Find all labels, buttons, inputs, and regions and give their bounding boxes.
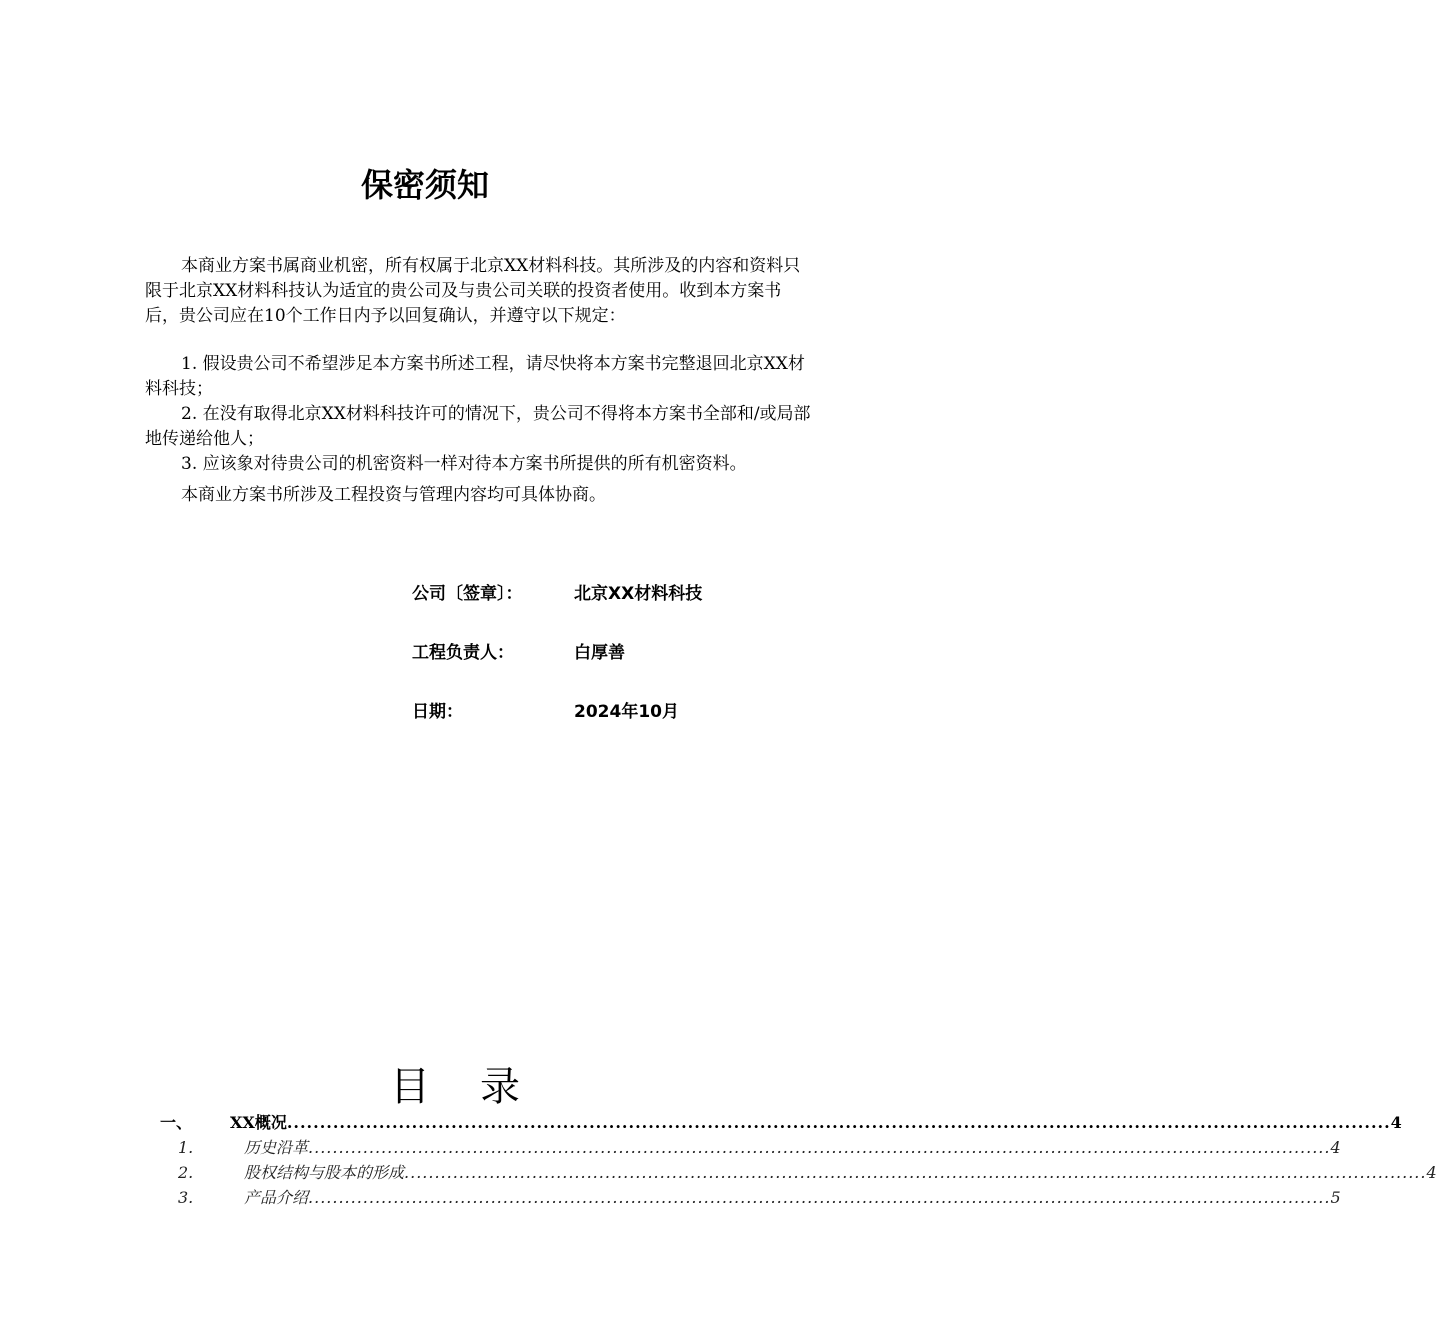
toc-entry-text: 产品介绍 [244,1188,309,1207]
toc-leader-dots: ........................................................................................................................................................................ [308,1188,1331,1207]
toc-title: 目录 [390,1064,570,1110]
rule-item: 3. 应该象对待贵公司的机密资料一样对待本方案书所提供的所有机密资料。 [181,454,747,474]
toc-entry-text: 股权结构与股本的形成 [244,1163,405,1182]
toc-entry-number: 1. [178,1138,194,1157]
negotiation-note: 本商业方案书所涉及工程投资与管理内容均可具体协商。 [181,485,606,505]
toc-entry-page: 4 [1330,1138,1341,1157]
toc-entry-number: 一、 [160,1113,193,1132]
date-label: 日期： [412,702,463,722]
rule-item: 2. 在没有取得北京XX材料科技许可的情况下，贵公司不得将本方案书全部和/或局部地传递给他人； [145,404,811,449]
manager-row [412,641,625,665]
toc-entry-text: 历史沿革 [244,1138,309,1157]
toc-entry[interactable] [160,1135,1341,1160]
manager-label: 工程负责人： [412,643,514,663]
toc-entry-number: 3. [178,1188,194,1207]
toc-entry-page: 4 [1426,1163,1437,1182]
company-label: 公司〔签章〕： [412,584,523,604]
toc-entry[interactable] [160,1185,1341,1210]
rule-item: 1. 假设贵公司不希望涉足本方案书所述工程，请尽快将本方案书完整退回北京XX材料科技； [145,354,805,399]
company-signature-row [412,582,702,606]
date-row [412,700,679,724]
rules-list [145,352,815,508]
toc-entry-page: 4 [1390,1113,1402,1132]
toc-leader-dots: ........................................................................................................................................................................ [308,1138,1331,1157]
toc-entry-page: 5 [1330,1188,1341,1207]
toc-leader-dots: ........................................................................................................................................................................ [286,1113,1391,1132]
toc-entry-number: 2. [178,1163,194,1182]
toc-entry-text: XX概况 [230,1113,287,1132]
confidentiality-title: 保密须知 [360,166,489,204]
table-of-contents [160,1110,1437,1210]
toc-leader-dots: ........................................................................................................................................................................ [404,1163,1427,1182]
toc-entry[interactable] [160,1160,1437,1185]
manager-value: 白厚善 [574,643,625,663]
date-value: 2024年10月 [574,702,679,722]
intro-paragraph: 本商业方案书属商业机密，所有权属于北京XX材料科技。其所涉及的内容和资料只限于北京XX材料科技认为适宜的贵公司及与贵公司关联的投资者使用。收到本方案书后，贵公司应在10个工作日内予以回复确认，并遵守以下规定： [145,256,801,326]
toc-entry[interactable] [160,1110,1402,1135]
company-value: 北京XX材料科技 [574,584,703,604]
